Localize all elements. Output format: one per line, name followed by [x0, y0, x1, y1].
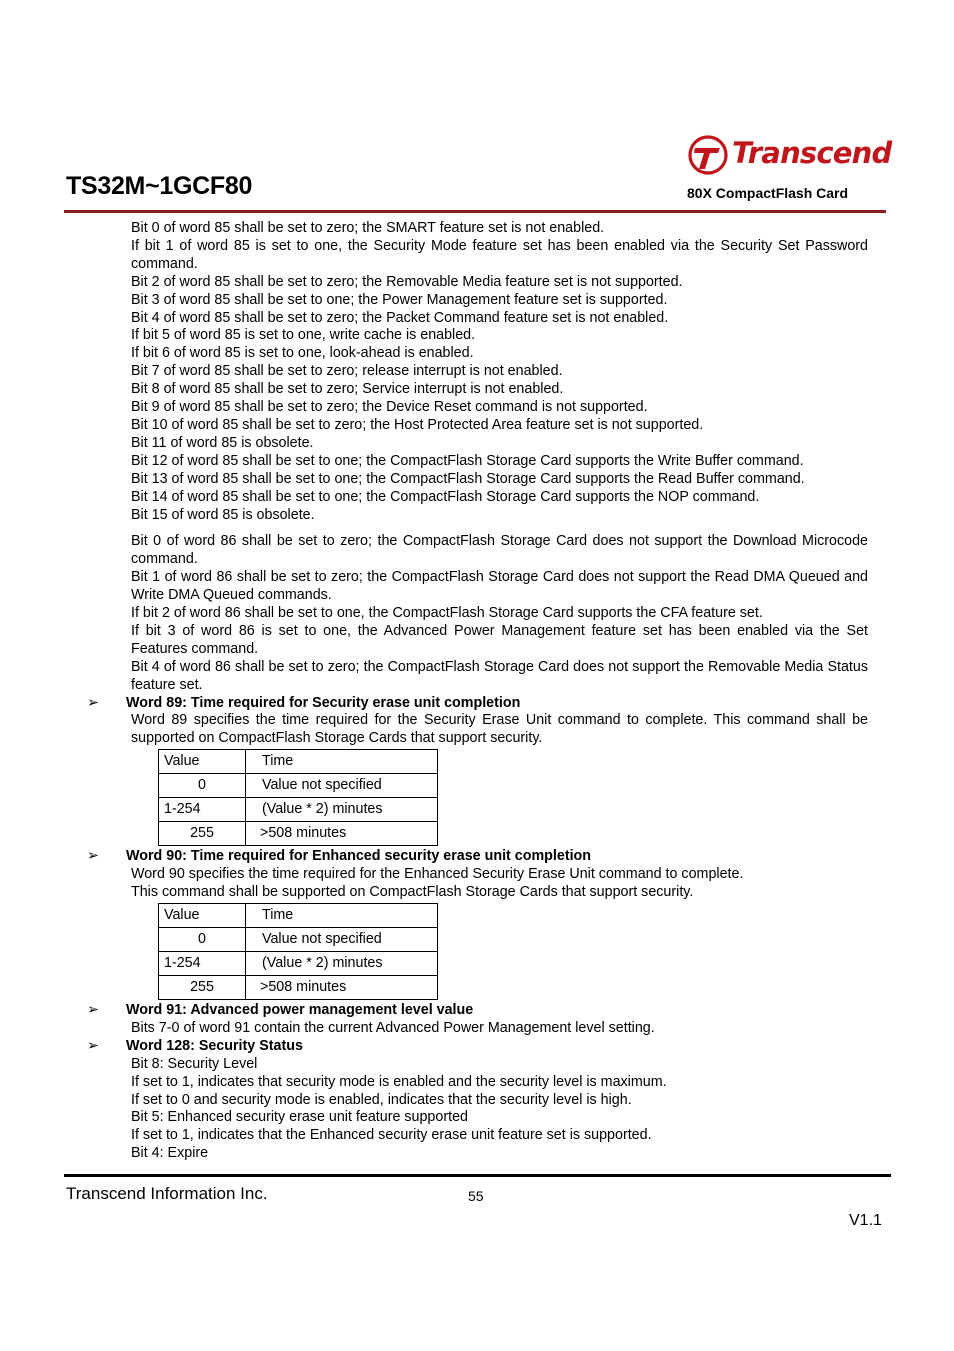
arrow-bullet-icon: ➢ [87, 694, 99, 711]
text-line: Bit 5: Enhanced security erase unit feature supported [131, 1109, 468, 1126]
text-line: Bit 14 of word 85 shall be set to one; the CompactFlash Storage Card supports the NOP command. [131, 488, 760, 505]
text-line: Bit 8: Security Level [131, 1055, 258, 1072]
text-line: If bit 6 of word 85 is set to one, look-ahead is enabled. [131, 345, 474, 362]
text-line: Bit 13 of word 85 shall be set to one; the CompactFlash Storage Card supports the Read Buffer command. [131, 470, 805, 487]
table-cell: >508 minutes [246, 976, 438, 1000]
table-header-row [159, 904, 438, 928]
text-line: If set to 1, indicates that security mode is enabled and the security level is maximum. [131, 1073, 667, 1090]
text-line: Bit 11 of word 85 is obsolete. [131, 434, 314, 451]
heading-text: Word 128: Security Status [126, 1037, 303, 1054]
text-line: Bit 4 of word 85 shall be set to zero; the Packet Command feature set is not enabled. [131, 309, 669, 326]
word90-heading [86, 848, 868, 866]
word91-description: Bits 7-0 of word 91 contain the current Advanced Power Management level setting. [131, 1019, 655, 1036]
page-content [86, 220, 868, 1163]
word91-heading [86, 1002, 868, 1020]
word90-description [131, 866, 868, 902]
text-line: Bit 3 of word 85 shall be set to one; the Power Management feature set is supported. [131, 291, 668, 308]
text-line: Bit 2 of word 85 shall be set to zero; the Removable Media feature set is not supported. [131, 273, 683, 290]
word85-section [131, 220, 868, 524]
table-cell: (Value * 2) minutes [246, 952, 438, 976]
text-line: If set to 0 and security mode is enabled, indicates that the security level is high. [131, 1091, 632, 1108]
table-header-cell: Value [159, 750, 246, 774]
table-header-cell: Time [246, 904, 438, 928]
arrow-bullet-icon: ➢ [87, 848, 99, 865]
text-line: If bit 5 of word 85 is set to one, write cache is enabled. [131, 327, 476, 344]
page-number: 55 [468, 1188, 484, 1204]
table-cell: 0 [159, 928, 246, 952]
table-cell: Value not specified [246, 928, 438, 952]
text-line: If set to 1, indicates that the Enhanced security erase unit feature set is supported. [131, 1127, 652, 1144]
table-header-cell: Time [246, 750, 438, 774]
text-line: Bit 15 of word 85 is obsolete. [131, 506, 315, 523]
spacer [86, 524, 868, 533]
table-row [159, 822, 438, 846]
text-line: Bit 1 of word 86 shall be set to zero; the CompactFlash Storage Card does not support the Read DMA Queued and Write DMA Queued commands. [131, 569, 868, 604]
text-line: Bit 4: Expire [131, 1145, 209, 1162]
heading-text: Word 91: Advanced power management level value [126, 1002, 474, 1018]
table-row [159, 952, 438, 976]
table-cell: 1-254 [159, 952, 246, 976]
text-line: Bit 8 of word 85 shall be set to zero; Service interrupt is not enabled. [131, 381, 564, 398]
table-cell: 255 [159, 976, 246, 1000]
document-version: V1.1 [849, 1212, 882, 1229]
text-line: If bit 1 of word 85 is set to one, the Security Mode feature set has been enabled via the Security Set Password command. [131, 237, 868, 272]
footer-divider [64, 1174, 891, 1177]
table-cell: (Value * 2) minutes [246, 798, 438, 822]
table-header-row [159, 750, 438, 774]
table-row [159, 976, 438, 1000]
text-line: Bit 12 of word 85 shall be set to one; the CompactFlash Storage Card supports the Write Buffer command. [131, 452, 804, 469]
heading-text: Word 89: Time required for Security erase unit completion [126, 694, 521, 711]
text-line: If bit 2 of word 86 shall be set to one, the CompactFlash Storage Card supports the CFA feature set. [131, 605, 763, 622]
arrow-bullet-icon: ➢ [87, 1002, 99, 1018]
text-line: Bit 7 of word 85 shall be set to zero; release interrupt is not enabled. [131, 363, 563, 380]
table-cell: Value not specified [246, 774, 438, 798]
word89-table [158, 749, 438, 846]
document-title: TS32M~1GCF80 [66, 172, 253, 200]
table-cell: >508 minutes [246, 822, 438, 846]
word128-heading [86, 1038, 868, 1056]
header-divider [64, 210, 886, 213]
document-subtitle: 80X CompactFlash Card [687, 185, 849, 201]
text-line: Bit 0 of word 86 shall be set to zero; the CompactFlash Storage Card does not support the Download Microcode command. [131, 533, 868, 568]
text-line: Bit 0 of word 85 shall be set to zero; the SMART feature set is not enabled. [131, 220, 605, 236]
arrow-bullet-icon: ➢ [87, 1037, 99, 1054]
table-cell: 0 [159, 774, 246, 798]
table-cell: 255 [159, 822, 246, 846]
table-header-cell: Value [159, 904, 246, 928]
text-line: Bit 4 of word 86 shall be set to zero; the CompactFlash Storage Card does not support the Removable Media Status feature set. [131, 658, 868, 693]
text-line: Bit 9 of word 85 shall be set to zero; the Device Reset command is not supported. [131, 399, 648, 416]
text-line: This command shall be supported on CompactFlash Storage Cards that support security. [131, 884, 694, 901]
word89-description: Word 89 specifies the time required for the Security Erase Unit command to complete. This command shall be supported on CompactFlash Storage Cards that support security. [131, 712, 868, 747]
footer-company: Transcend Information Inc. [66, 1184, 268, 1203]
word86-section [131, 533, 868, 694]
table-row [159, 928, 438, 952]
table-row [159, 774, 438, 798]
word90-table [158, 903, 438, 1000]
text-line: Word 90 specifies the time required for the Enhanced Security Erase Unit command to complete. [131, 866, 744, 883]
table-cell: 1-254 [159, 798, 246, 822]
text-line: Bit 10 of word 85 shall be set to zero; the Host Protected Area feature set is not supported. [131, 416, 704, 433]
heading-text: Word 90: Time required for Enhanced security erase unit completion [126, 848, 592, 865]
word128-section [131, 1056, 868, 1163]
text-line: If bit 3 of word 86 is set to one, the Advanced Power Management feature set has been enabled via the Set Features command. [131, 622, 868, 657]
table-row [159, 798, 438, 822]
word89-heading [86, 695, 868, 713]
logo-wordmark: Transcend [732, 136, 892, 170]
